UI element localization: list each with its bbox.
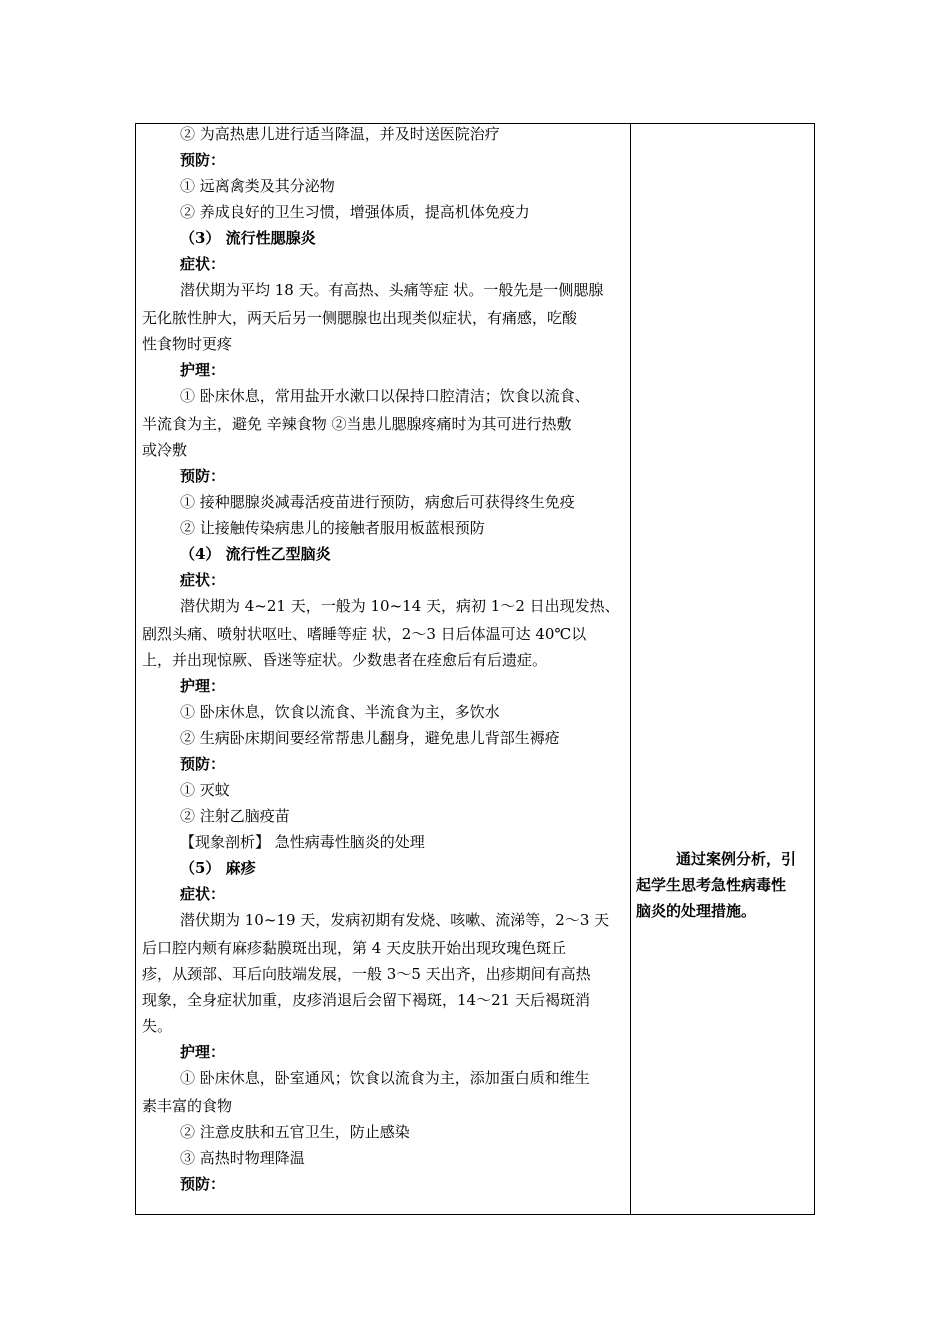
text-line: 症状： xyxy=(180,885,226,903)
text-line: ① 灭蚊 xyxy=(180,781,230,799)
text-line: 护理： xyxy=(180,361,226,379)
right-note-line-1: 通过案例分析，引 xyxy=(676,850,797,868)
text-line: 【现象剖析】 急性病毒性脑炎的处理 xyxy=(180,833,425,851)
text-line: 后口腔内颊有麻疹黏膜斑出现，第 4 天皮肤开始出现玫瑰色斑丘 xyxy=(142,939,567,957)
text-line: 潜伏期为平均 18 天。有高热、头痛等症 状。一般先是一侧腮腺 xyxy=(180,281,604,299)
text-line: 半流食为主，避免 辛辣食物 ②当患儿腮腺疼痛时为其可进行热敷 xyxy=(142,415,572,433)
text-line: ① 卧床休息，常用盐开水漱口以保持口腔清洁；饮食以流食、 xyxy=(180,387,590,405)
text-line: 失。 xyxy=(142,1017,173,1035)
text-line: ① 卧床休息，饮食以流食、半流食为主，多饮水 xyxy=(180,703,500,721)
text-line: 症状： xyxy=(180,571,226,589)
text-line: 剧烈头痛、喷射状呕吐、嗜睡等症 状，2～3 日后体温可达 40℃以 xyxy=(142,625,587,643)
text-line: （5） 麻疹 xyxy=(180,859,256,877)
text-line: ② 生病卧床期间要经常帮患儿翻身，避免患儿背部生褥疮 xyxy=(180,729,560,747)
text-line: 护理： xyxy=(180,677,226,695)
text-line: ② 让接触传染病患儿的接触者服用板蓝根预防 xyxy=(180,519,485,537)
right-column xyxy=(636,846,810,924)
right-note-line-2: 起学生思考急性病毒性 xyxy=(636,876,787,894)
content-table xyxy=(135,123,815,1215)
text-line: 症状： xyxy=(180,255,226,273)
text-line: 预防： xyxy=(180,755,226,773)
text-line: ② 养成良好的卫生习惯，增强体质，提高机体免疫力 xyxy=(180,203,530,221)
text-line: 护理： xyxy=(180,1043,226,1061)
text-line: ① 接种腮腺炎减毒活疫苗进行预防，病愈后可获得终生免疫 xyxy=(180,493,575,511)
text-line: 预防： xyxy=(180,1175,226,1193)
text-line: 潜伏期为 4~21 天，一般为 10~14 天，病初 1～2 日出现发热、 xyxy=(180,597,620,615)
text-line: ② 注意皮肤和五官卫生，防止感染 xyxy=(180,1123,410,1141)
text-line: ① 卧床休息，卧室通风；饮食以流食为主，添加蛋白质和维生 xyxy=(180,1069,590,1087)
text-line: ② 为高热患儿进行适当降温，并及时送医院治疗 xyxy=(180,125,500,143)
text-line: 潜伏期为 10~19 天，发病初期有发烧、咳嗽、流涕等，2～3 天 xyxy=(180,911,610,929)
text-line: 现象，全身症状加重，皮疹消退后会留下褐斑，14～21 天后褐斑消 xyxy=(142,991,590,1009)
text-line: （3） 流行性腮腺炎 xyxy=(180,229,316,247)
text-line: ② 注射乙脑疫苗 xyxy=(180,807,290,825)
text-line: （4） 流行性乙型脑炎 xyxy=(180,545,331,563)
text-line: ① 远离禽类及其分泌物 xyxy=(180,177,335,195)
text-line: 无化脓性肿大，两天后另一侧腮腺也出现类似症状，有痛感，吃酸 xyxy=(142,309,578,327)
column-divider xyxy=(630,124,631,1214)
text-line: 性食物时更疼 xyxy=(142,335,233,353)
right-note-line-3: 脑炎的处理措施。 xyxy=(636,902,757,920)
text-line: 素丰富的食物 xyxy=(142,1097,233,1115)
text-line: ③ 高热时物理降温 xyxy=(180,1149,305,1167)
text-line: 或冷敷 xyxy=(142,441,188,459)
text-line: 预防： xyxy=(180,151,226,169)
text-line: 预防： xyxy=(180,467,226,485)
text-line: 疹，从颈部、耳后向肢端发展，一般 3～5 天出齐，出疹期间有高热 xyxy=(142,965,591,983)
text-line: 上，并出现惊厥、昏迷等症状。少数患者在痊愈后有后遗症。 xyxy=(142,651,548,669)
